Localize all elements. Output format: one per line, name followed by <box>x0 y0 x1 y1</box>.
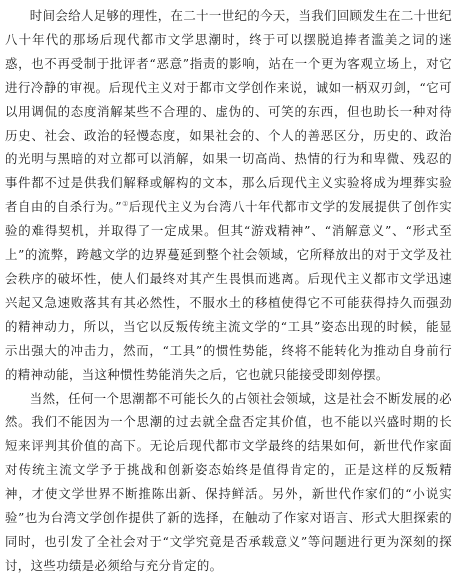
body-paragraph-2: 当然，任何一个思潮都不可能长久的占领社会领域，这是社会不断发展的必然。我们不能因为一个思潮的过去就全盘否定其价值，也不能以兴盛时期的长短来评判其价值的高下。无论后现代都市文学最终的结果如何，新世代作家面对传统主流文学予于挑战和创新姿态始终是值得肯定的，正是这样的反叛精神，才使文学世界不断推陈出新、保持鲜活。另外，新世代作家们的“小说实验”也为台湾文学创作提供了新的选择，在触动了作家对语言、形式大胆探索的同时，也引发了全社会对于“文学究竟是否承载意义”等问题进行更为深刻的探讨，这些功绩是必须给与充分肯定的。 <box>5 390 452 573</box>
paragraph-1-text-part-1: 时间会给人足够的理性，在二十一世纪的今天，当我们回顾发生在二十世纪八十年代的那场后现代都市文学思潮时，终于可以摆脱追捧者滥美之词的迷惑，也不再受制于批评者“恶意”指责的影响，站在一个更为客观立场上，对它进行冷静的审视。后现代主义对于都市文学创作来说，诚如一柄双刃剑，“它可以用调侃的态度消解某些不合理的、虚伪的、可笑的东西，但也助长一种对待历史、社会、政治的轻慢态度，如果社会的、个人的善恶区分，历史的、政治的光明与黑暗的对立都可以消解，如果一切高尚、热情的行为和卑微、残忍的事件都不过是供我们解释或解构的文本，那么后现代主义实验将成为埋葬实验者自由的自杀行为。” <box>5 8 452 215</box>
body-paragraph-1 <box>5 4 452 387</box>
footnote-marker: ① <box>122 200 129 209</box>
paragraph-1-text-part-2: 后现代主义为台湾八十年代都市文学的发展提供了创作实验的难得契机，并取得了一定成果。但其“游戏精神”、“消解意义”、“形式至上”的流弊，跨越文学的边界蔓延到整个社会领域，它所释放出的对于文学及社会秩序的破坏性，使人们最终对其产生畏惧而逃离。后现代主义都市文学迅速兴起又急速败落其有其必然性，不服水土的移植使得它不可能获得持久而强劲的精神动力，所以，当它以反叛传统主流文学的“工具”姿态出现的时候，能显示出强大的冲击力，然而，“工具”的惯性势能，终将不能转化为推动自身前行的精神动能，当这种惯性势能消失之后，它也就只能接受即刻停摆。 <box>5 199 452 382</box>
